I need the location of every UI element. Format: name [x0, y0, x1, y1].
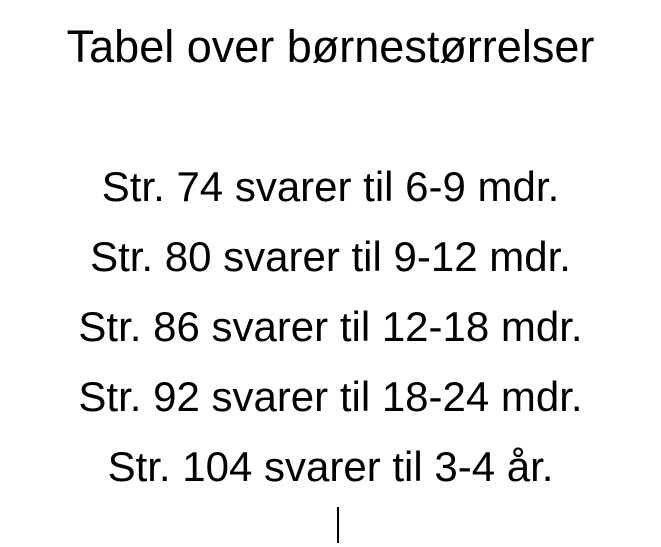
size-line-80: Str. 80 svarer til 9-12 mdr. — [90, 233, 571, 280]
size-line-104: Str. 104 svarer til 3-4 år. — [107, 443, 554, 490]
blank-line — [0, 82, 661, 152]
text-caret — [337, 507, 339, 543]
size-line-92: Str. 92 svarer til 18-24 mdr. — [78, 373, 583, 420]
document-title: Tabel over børnestørrelser — [66, 21, 595, 72]
size-line-86: Str. 86 svarer til 12-18 mdr. — [78, 303, 583, 350]
size-line-74: Str. 74 svarer til 6-9 mdr. — [101, 163, 560, 210]
